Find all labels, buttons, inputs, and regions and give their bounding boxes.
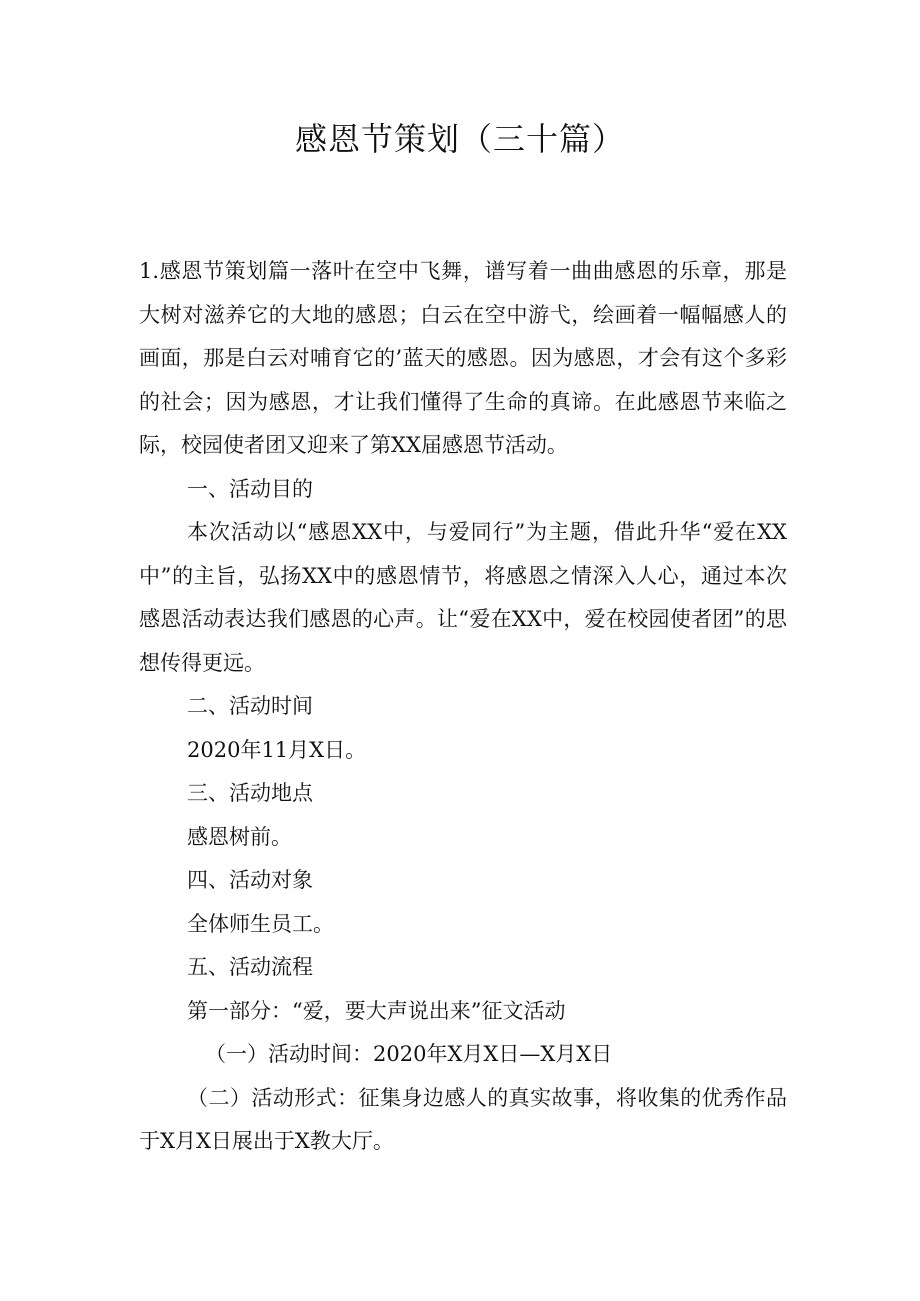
- section-heading-time: 二、活动时间: [187, 694, 313, 718]
- process-item-time: （一）活动时间：2020年X月X日—X月X日: [205, 1042, 613, 1066]
- process-item-format: （二）活动形式：征集身边感人的真实故事，将收集的优秀作品于X月X日展出于X教大厅。: [139, 1085, 787, 1153]
- section-heading-purpose: 一、活动目的: [187, 476, 313, 501]
- document-title: 感恩节策划（三十篇）: [294, 120, 625, 158]
- purpose-paragraph: 本次活动以“感恩XX中，与爱同行”为主题，借此升华“爱在XX中”的主旨，弘扬XX中的感恩情节，将感恩之情深入人心，通过本次感恩活动表达我们感恩的心声。让“爱在XX中，爱在校园使者团”的思想传得更远。: [139, 520, 787, 675]
- section-heading-audience: 四、活动对象: [187, 868, 313, 892]
- intro-paragraph: 1.感恩节策划篇一落叶在空中飞舞，谱写着一曲曲感恩的乐章，那是大树对滋养它的大地的感恩；白云在空中游弋，绘画着一幅幅感人的画面，那是白云对哺育它的’蓝天的感恩。因为感恩，才会有这个多彩的社会；因为感恩，才让我们懂得了生命的真谛。在此感恩节来临之际，校园使者团又迎来了第XX届感恩节活动。: [139, 259, 787, 457]
- section-heading-process: 五、活动流程: [187, 955, 313, 979]
- time-paragraph: 2020年11月X日。: [187, 737, 367, 762]
- location-paragraph: 感恩树前。: [187, 824, 292, 849]
- process-part-one-heading: 第一部分：“爱，要大声说出来”征文活动: [187, 998, 566, 1023]
- document-body: [139, 250, 787, 1164]
- section-heading-location: 三、活动地点: [187, 781, 313, 805]
- audience-paragraph: 全体师生员工。: [187, 911, 334, 936]
